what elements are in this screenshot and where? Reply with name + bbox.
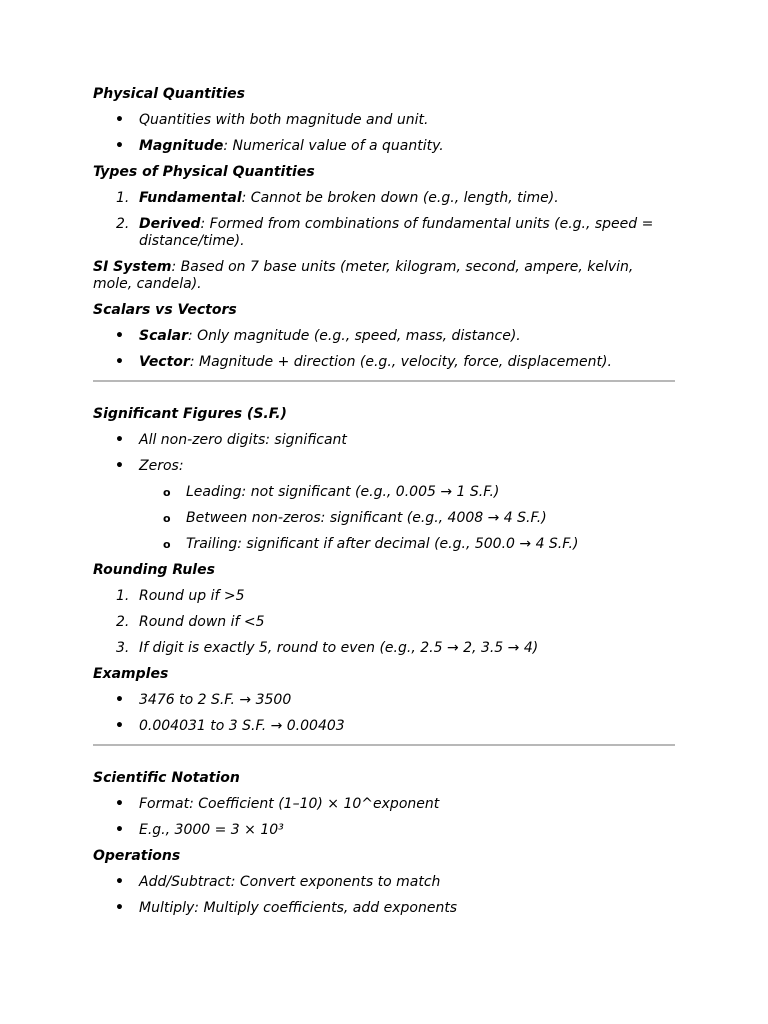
term-si-system: SI System (93, 259, 172, 275)
list-item (93, 796, 675, 813)
bullet-marker: • (115, 718, 124, 734)
list-item-text: : Only magnitude (e.g., speed, mass, distance). (187, 328, 521, 344)
bullet-marker: • (115, 328, 124, 344)
sub-list-item (93, 510, 675, 527)
list-item (93, 328, 675, 345)
bullet-marker: • (115, 354, 124, 370)
types-list (93, 190, 675, 250)
list-item-text: : Magnitude + direction (e.g., velocity, force, displacement). (189, 354, 612, 370)
bullet-marker: • (115, 432, 124, 448)
zeros-sublist (93, 484, 675, 553)
number-marker: 1. (116, 588, 130, 604)
list-item-text: 3476 to 2 S.F. → 3500 (139, 692, 292, 708)
heading-significant-figures: Significant Figures (S.F.) (93, 406, 287, 422)
list-item (93, 718, 675, 735)
bullet-marker: • (115, 874, 124, 890)
list-item-text: All non-zero digits: significant (139, 432, 347, 448)
sub-bullet-marker: o (163, 486, 171, 499)
heading-scalars-vectors: Scalars vs Vectors (93, 302, 237, 318)
list-item (93, 190, 675, 207)
sub-list-item (93, 536, 675, 553)
heading-scientific-notation: Scientific Notation (93, 770, 240, 786)
list-item (93, 614, 675, 631)
list-item (93, 900, 675, 917)
list-item (93, 458, 675, 475)
heading-types: Types of Physical Quantities (93, 164, 315, 180)
list-item-text: : Formed from combinations of fundamental units (e.g., speed = distance/time). (139, 216, 654, 249)
si-system-text: : Based on 7 base units (meter, kilogram, second, ampere, kelvin, mole, candela). (93, 259, 634, 292)
physical-quantities-list (93, 112, 675, 155)
number-marker: 1. (116, 190, 130, 206)
sub-list-item (93, 484, 675, 501)
examples-list (93, 692, 675, 735)
bullet-marker: • (115, 822, 124, 838)
list-item-text: 0.004031 to 3 S.F. → 0.00403 (139, 718, 345, 734)
list-item-text: : Cannot be broken down (e.g., length, time). (241, 190, 559, 206)
number-marker: 2. (116, 614, 130, 630)
list-item-text: : Numerical value of a quantity. (223, 138, 444, 154)
list-item-text: E.g., 3000 = 3 × 10³ (139, 822, 284, 838)
bullet-marker: • (115, 796, 124, 812)
bullet-marker: • (115, 458, 124, 474)
rounding-rules-list (93, 588, 675, 657)
list-item-text: Format: Coefficient (1–10) × 10^exponent (139, 796, 440, 812)
bullet-marker: • (115, 138, 124, 154)
term-fundamental: Fundamental (139, 190, 242, 206)
document-body (93, 86, 675, 926)
list-item-text: Add/Subtract: Convert exponents to match (139, 874, 441, 890)
term-vector: Vector (139, 354, 190, 370)
list-item (93, 432, 675, 449)
si-system-paragraph (93, 259, 675, 293)
sub-bullet-marker: o (163, 538, 171, 551)
term-derived: Derived (139, 216, 201, 232)
list-item-text: Round down if <5 (139, 614, 265, 630)
operations-list (93, 874, 675, 917)
list-item (93, 588, 675, 605)
heading-examples: Examples (93, 666, 169, 682)
list-item (93, 692, 675, 709)
term-scalar: Scalar (139, 328, 188, 344)
list-item-text: Multiply: Multiply coefficients, add exponents (139, 900, 458, 916)
sub-list-item-text: Trailing: significant if after decimal (e.g., 500.0 → 4 S.F.) (186, 536, 579, 552)
scientific-notation-list (93, 796, 675, 839)
significant-figures-list (93, 432, 675, 475)
scalars-vectors-list (93, 328, 675, 371)
number-marker: 3. (116, 640, 130, 656)
list-item (93, 112, 675, 129)
term-magnitude: Magnitude (139, 138, 224, 154)
number-marker: 2. (116, 216, 130, 232)
list-item (93, 354, 675, 371)
list-item-text: If digit is exactly 5, round to even (e.g., 2.5 → 2, 3.5 → 4) (139, 640, 539, 656)
list-item-text: Round up if >5 (139, 588, 245, 604)
heading-rounding-rules: Rounding Rules (93, 562, 215, 578)
bullet-marker: • (115, 692, 124, 708)
sub-list-item-text: Leading: not significant (e.g., 0.005 → 1 S.F.) (186, 484, 500, 500)
list-item-text: Quantities with both magnitude and unit. (139, 112, 429, 128)
list-item (93, 640, 675, 657)
list-item (93, 874, 675, 891)
bullet-marker: • (115, 900, 124, 916)
heading-physical-quantities: Physical Quantities (93, 86, 245, 102)
list-item (93, 822, 675, 839)
bullet-marker: • (115, 112, 124, 128)
list-item-text: Zeros: (139, 458, 184, 474)
sub-list-item-text: Between non-zeros: significant (e.g., 4008 → 4 S.F.) (186, 510, 547, 526)
list-item (93, 216, 675, 250)
sub-bullet-marker: o (163, 512, 171, 525)
heading-operations: Operations (93, 848, 181, 864)
list-item (93, 138, 675, 155)
